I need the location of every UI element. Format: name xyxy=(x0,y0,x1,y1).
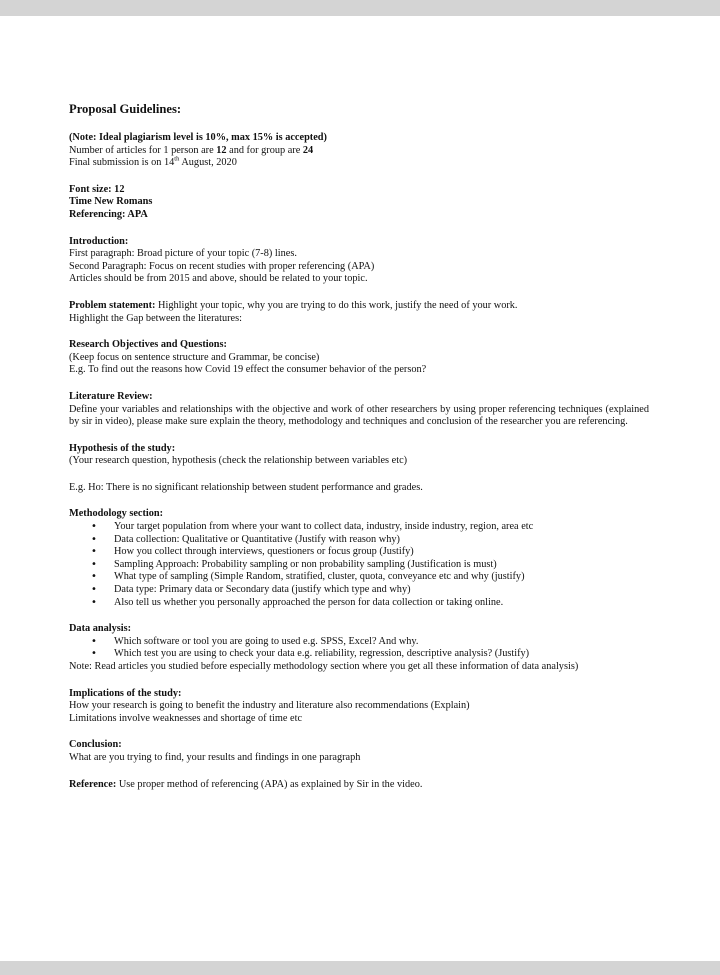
text-line: First paragraph: Broad picture of your topic (7-8) lines. xyxy=(69,248,297,260)
implications-section xyxy=(69,688,649,726)
list-item: • What type of sampling (Simple Random, stratified, cluster, quota, conveyance etc and why (justify) xyxy=(69,571,649,584)
list-item: • Which test you are using to check your data e.g. reliability, regression, descriptive analysis? (Justify) xyxy=(69,648,649,661)
list-item: • Which software or tool you are going to used e.g. SPSS, Excel? And why. xyxy=(69,636,649,649)
section-heading: Hypothesis of the study: xyxy=(69,442,176,454)
text-line: (Your research question, hypothesis (check the relationship between variables etc) xyxy=(69,455,408,467)
text-line: Problem statement: Highlight your topic, why you are trying to do this work, justify the need of your work. xyxy=(69,299,518,311)
note-block xyxy=(69,132,649,170)
list-item: • Data collection: Qualitative or Quantitative (Justify with reason why) xyxy=(69,534,649,547)
plagiarism-note: (Note: Ideal plagiarism level is 10%, max 15% is accepted) xyxy=(69,132,327,143)
methodology-list xyxy=(69,521,649,609)
hypothesis-section xyxy=(69,443,649,468)
text-line: Second Paragraph: Focus on recent studies with proper referencing (APA) xyxy=(69,260,375,272)
text-line: Limitations involve weaknesses and shortage of time etc xyxy=(69,712,303,724)
introduction-section xyxy=(69,236,649,286)
referencing-line: Referencing: APA xyxy=(69,208,148,220)
hypothesis-example xyxy=(69,482,649,495)
text-line: (Keep focus on sentence structure and Grammar, be concise) xyxy=(69,351,320,363)
research-objectives-section xyxy=(69,339,649,377)
page-title: Proposal Guidelines: xyxy=(69,102,182,116)
section-heading: Implications of the study: xyxy=(69,687,182,699)
text-line: Reference: Use proper method of referencing (APA) as explained by Sir in the video. xyxy=(69,778,423,790)
text-line: What are you trying to find, your results and findings in one paragraph xyxy=(69,751,361,763)
data-analysis-list xyxy=(69,636,649,661)
font-size-line: Font size: 12 xyxy=(69,183,125,195)
text-line: E.g. Ho: There is no significant relationship between student performance and grades. xyxy=(69,481,423,493)
list-item: • Also tell us whether you personally approached the person for data collection or taking online. xyxy=(69,597,649,610)
section-heading: Data analysis: xyxy=(69,623,132,635)
list-item: • How you collect through interviews, questioners or focus group (Justify) xyxy=(69,546,649,559)
literature-review-section xyxy=(69,391,649,429)
paragraph: Define your variables and relationships with the objective and work of other researchers by using proper referencing techniques (explained by sir in video), please make sure explain the theory, methodology and techniques and conclusion of the researcher you are referencing. xyxy=(69,403,649,428)
list-item: • Your target population from where your want to collect data, industry, inside industry, region, area etc xyxy=(69,521,649,534)
section-heading: Research Objectives and Questions: xyxy=(69,339,227,351)
articles-count-line: Number of articles for 1 person are 12 and for group are 24 xyxy=(69,144,314,156)
section-heading: Conclusion: xyxy=(69,739,122,751)
text-line: Articles should be from 2015 and above, should be related to your topic. xyxy=(69,273,368,285)
problem-statement-section xyxy=(69,300,649,325)
submission-date-line: Final submission is on 14th August, 2020 xyxy=(69,155,237,169)
data-analysis-section xyxy=(69,623,649,673)
font-name-line: Time New Romans xyxy=(69,196,153,208)
section-heading: Introduction: xyxy=(69,235,129,247)
paragraph: Note: Read articles you studied before especially methodology section where you get all these information of data analysis) xyxy=(69,661,579,672)
text-line: How your research is going to benefit the industry and literature also recommendations (Explain) xyxy=(69,700,470,712)
text-line: E.g. To find out the reasons how Covid 19 effect the consumer behavior of the person? xyxy=(69,364,427,376)
text-line: Highlight the Gap between the literatures: xyxy=(69,312,242,324)
conclusion-section xyxy=(69,739,649,764)
document-content xyxy=(69,102,649,805)
section-heading: Methodology section: xyxy=(69,508,164,520)
format-block xyxy=(69,184,649,222)
list-item: • Sampling Approach: Probability sampling or non probability sampling (Justification is must) xyxy=(69,559,649,572)
list-item: • Data type: Primary data or Secondary data (justify which type and why) xyxy=(69,584,649,597)
document-page xyxy=(0,16,720,961)
reference-section xyxy=(69,779,649,792)
methodology-section xyxy=(69,508,649,609)
section-heading: Literature Review: xyxy=(69,390,153,402)
